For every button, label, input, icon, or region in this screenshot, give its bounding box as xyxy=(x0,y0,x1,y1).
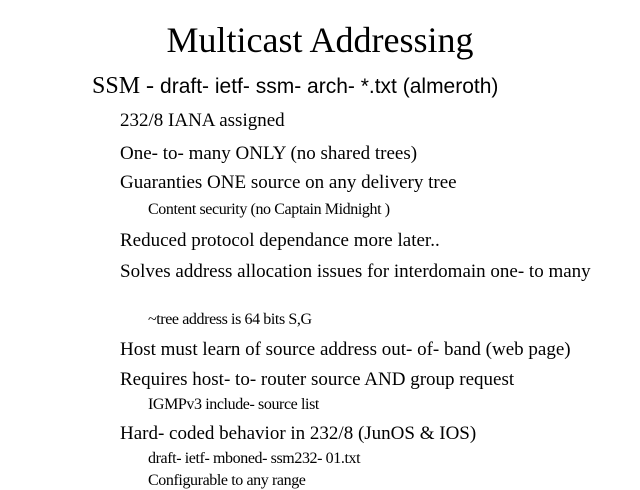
bullet-one-source: Guaranties ONE source on any delivery tree xyxy=(120,172,457,193)
bullet-protocol-dependance: Reduced protocol dependance more later.. xyxy=(120,230,440,251)
bullet-address-allocation: Solves address allocation issues for interdomain one- to many xyxy=(120,261,591,282)
sub-bullet-igmpv3: IGMPv3 include- source list xyxy=(148,396,319,413)
heading-prefix: SSM - xyxy=(92,73,161,99)
sub-bullet-tree-address: ~tree address is 64 bits S,G xyxy=(148,311,312,328)
sub-bullet-ssm232-draft: draft- ietf- mboned- ssm232- 01.txt xyxy=(148,450,361,467)
bullet-source-address: Host must learn of source address out- of- band (web page) xyxy=(120,339,571,360)
bullet-iana: 232/8 IANA assigned xyxy=(120,110,285,131)
bullet-host-to-router: Requires host- to- router source AND group request xyxy=(120,369,515,390)
heading-line xyxy=(92,73,498,100)
sub-bullet-configurable: Configurable to any range xyxy=(148,472,306,489)
heading-draft-name: draft- ietf- ssm- arch- *.txt (almeroth) xyxy=(160,75,499,98)
sub-bullet-content-security: Content security (no Captain Midnight ) xyxy=(148,201,390,218)
slide-title: Multicast Addressing xyxy=(166,20,474,60)
bullet-hard-coded: Hard- coded behavior in 232/8 (JunOS & IOS) xyxy=(120,423,477,444)
bullet-one-to-many: One- to- many ONLY (no shared trees) xyxy=(120,143,418,164)
